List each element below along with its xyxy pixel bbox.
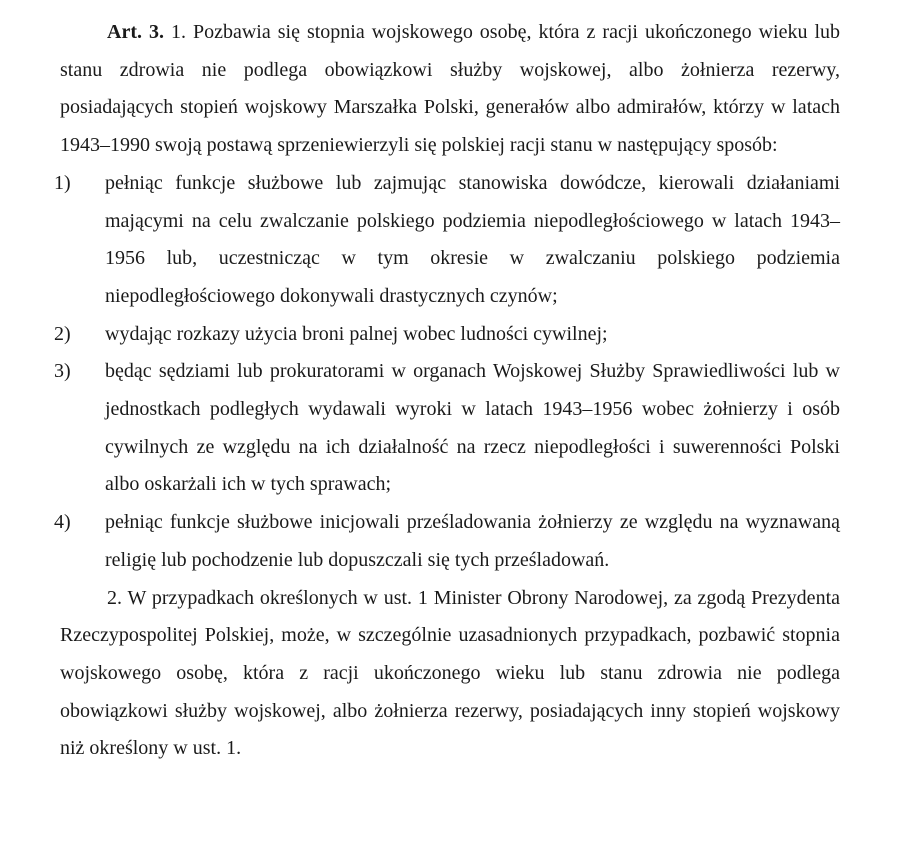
article-paragraph-1 xyxy=(60,14,840,165)
article-paragraph-2: 2. W przypadkach określonych w ust. 1 Minister Obrony Narodowej, za zgodą Prezydenta Rzeczypospolitej Polskiej, może, w szczególnie uzasadnionych przypadkach, pozbawić stopnia wojskowego osobę, która z racji ukończonego wieku lub stanu zdrowia nie podlega obowiązkowi służby wojskowej, albo żołnierza rezerwy, posiadających inny stopień wojskowy niż określony w ust. 1. xyxy=(60,586,840,760)
list-item-3 xyxy=(54,353,840,504)
list-item-number: 3) xyxy=(54,360,71,383)
list-item-number: 1) xyxy=(54,171,71,194)
article-paragraph-1-text: 1. Pozbawia się stopnia wojskowego osobę, która z racji ukończonego wieku lub stanu zdrowia nie podlega obowiązkowi służby wojskowej, albo żołnierza rezerwy, posiadających stopień wojskowy Marszałka Polski, generałów albo admirałów, którzy w latach 1943–1990 swoją postawą sprzeniewierzyli się polskiej racji stanu w następujący sposób: xyxy=(60,21,841,157)
legal-document xyxy=(54,14,841,768)
list-item-2 xyxy=(54,316,840,354)
list-item-number: 4) xyxy=(54,511,71,534)
list-item-number: 2) xyxy=(54,322,71,345)
list-item-4 xyxy=(54,504,840,579)
list-item-text: będąc sędziami lub prokuratorami w organach Wojskowej Służby Sprawiedliwości lub w jednostkach podległych wydawali wyroki w latach 1943–1956 wobec żołnierzy i osób cywilnych ze względu na ich działalność na rzecz niepodległości i suwerenności Polski albo oskarżali ich w tych sprawach; xyxy=(105,360,840,496)
list-item-text: pełniąc funkcje służbowe inicjowali prześladowania żołnierzy ze względu na wyznawaną religię lub pochodzenie lub dopuszczali się tych prześladowań. xyxy=(105,511,840,571)
list-item-1 xyxy=(54,165,840,316)
list-item-text: pełniąc funkcje służbowe lub zajmując stanowiska dowódcze, kierowali działaniami mającymi na celu zwalczanie polskiego podziemia niepodległościowego w latach 1943–1956 lub, uczestnicząc w tym okresie w zwalczaniu polskiego podziemia niepodległościowego dokonywali drastycznych czynów; xyxy=(105,171,840,307)
list-item-text: wydając rozkazy użycia broni palnej wobec ludności cywilnej; xyxy=(105,322,608,345)
article-label: Art. 3. xyxy=(107,21,164,43)
